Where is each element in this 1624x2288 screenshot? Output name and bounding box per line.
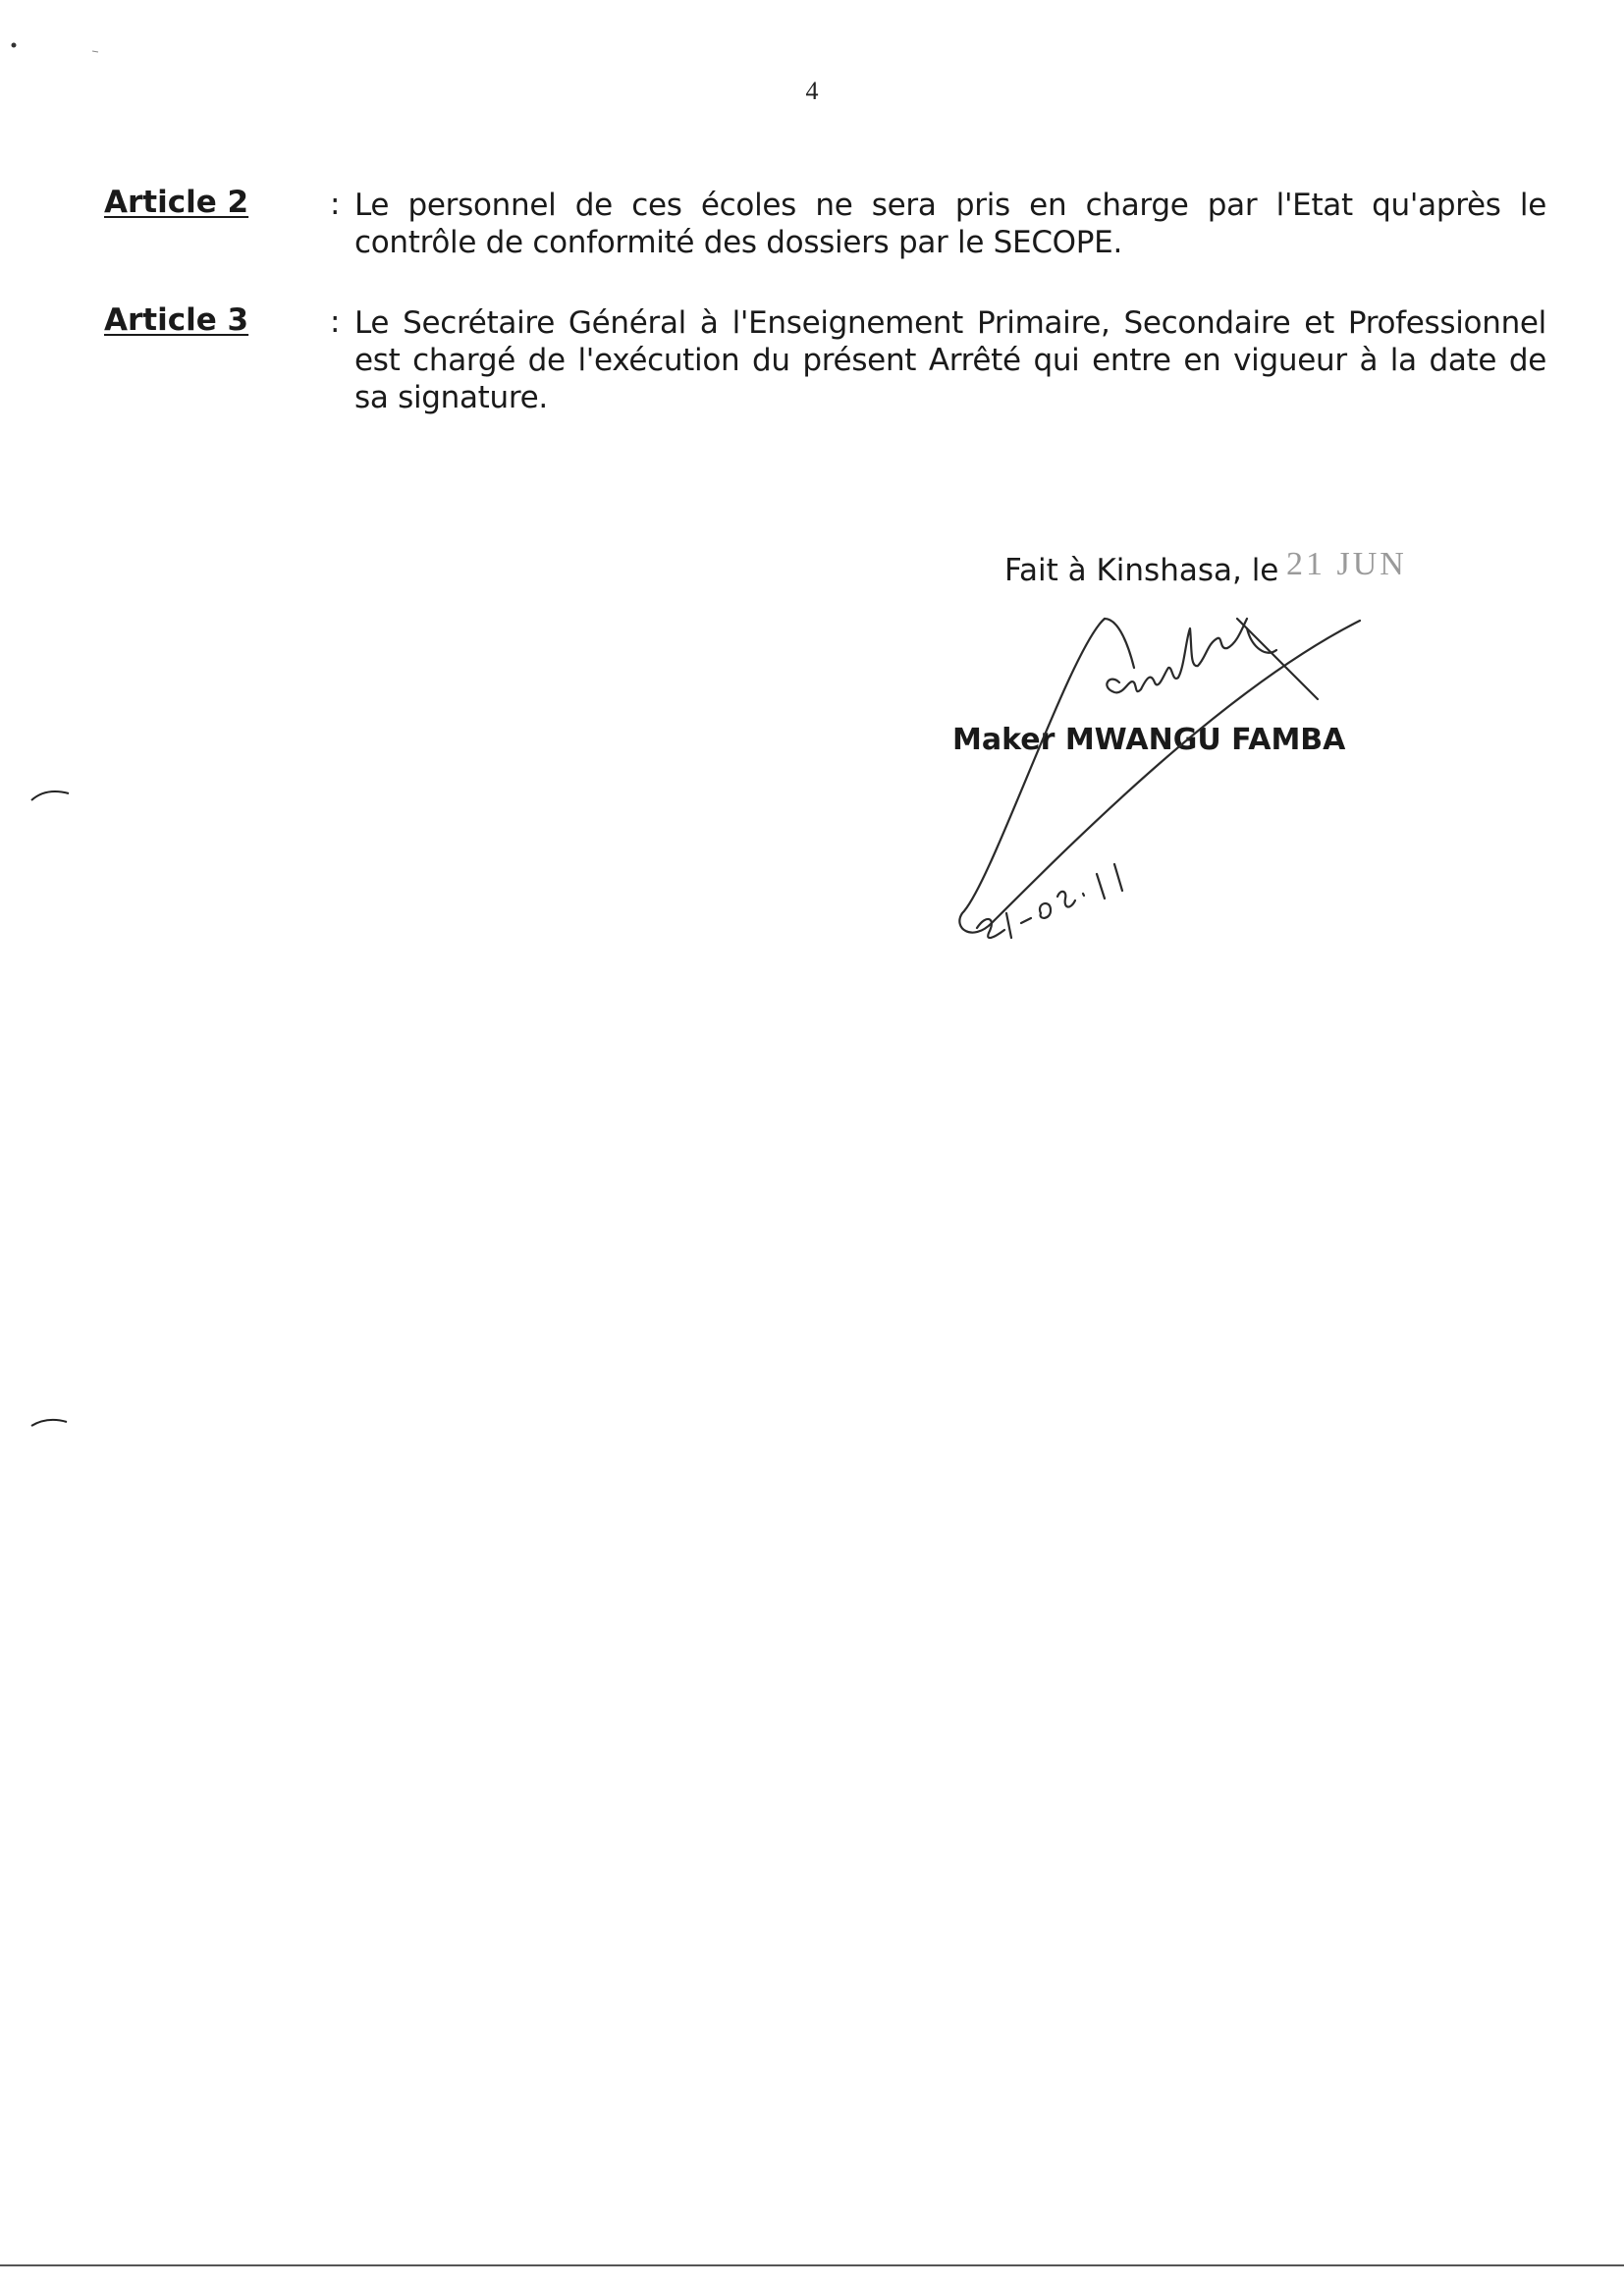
signature-upper-stroke <box>1105 619 1134 668</box>
place-date: Fait à Kinshasa, le <box>1004 553 1279 588</box>
scan-mark-left-1 <box>29 786 79 805</box>
article-2-text: Le personnel de ces écoles ne sera pris en charge par l'Etat qu'après le contrôle de conformité des dossiers par le SECOPE. <box>354 188 1546 260</box>
scan-speck-top-left <box>8 39 106 59</box>
handwritten-date <box>967 820 1154 957</box>
article-3-label: Article 3 <box>104 302 249 338</box>
date-stamp: 21 JUN <box>1286 546 1407 582</box>
article-2-label: Article 2 <box>104 185 249 220</box>
article-3-text: Le Secrétaire Général à l'Enseignement Primaire, Secondaire et Professionnel est chargé de l'exécution du présent Arrêté qui entre en vigueur à la date de sa signature. <box>354 305 1546 415</box>
page-number: 4 <box>805 77 819 105</box>
signature-tail <box>1237 619 1318 699</box>
article-3-colon: : <box>330 304 341 340</box>
signature-cursive <box>1107 619 1247 692</box>
signatory-name: Maker MWANGU FAMBA <box>952 723 1346 757</box>
scan-mark-left-2 <box>29 1412 79 1432</box>
bottom-rule <box>0 2264 1624 2266</box>
article-2-colon: : <box>330 187 341 222</box>
